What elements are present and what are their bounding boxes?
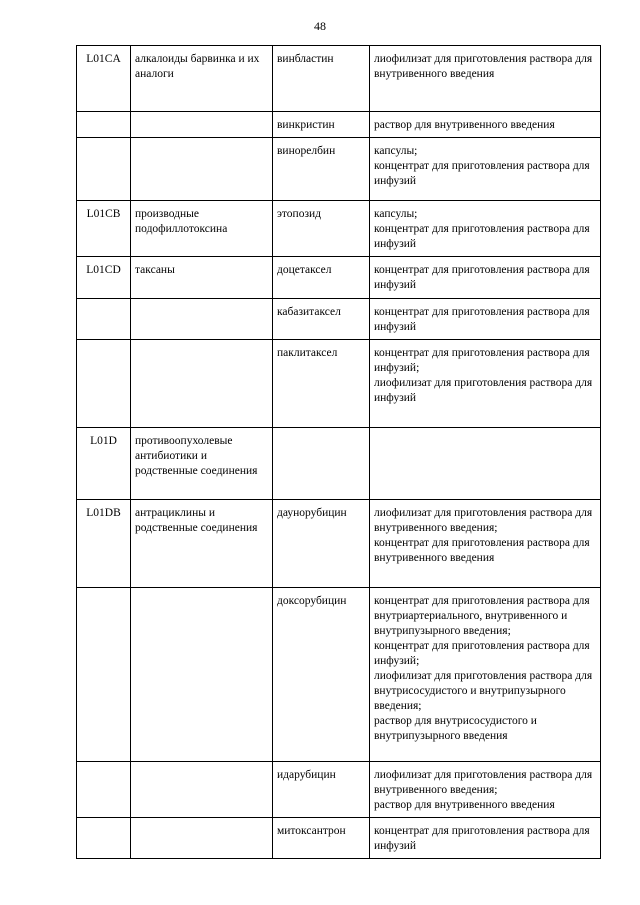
- atc-code: L01D: [77, 428, 131, 500]
- table-row: [77, 588, 601, 762]
- table-row: [77, 500, 601, 588]
- table-row: [77, 818, 601, 859]
- group-name: противоопухолевые антибиотики и родственные соединения: [131, 428, 273, 500]
- table-row: [77, 201, 601, 257]
- dosage-form: [370, 428, 601, 500]
- dosage-form: лиофилизат для приготовления раствора для внутривенного введения: [370, 46, 601, 112]
- atc-code: [77, 818, 131, 859]
- table-row: [77, 257, 601, 299]
- drug-name: этопозид: [273, 201, 370, 257]
- table-row: [77, 112, 601, 138]
- group-name: [131, 299, 273, 340]
- drug-name: даунорубицин: [273, 500, 370, 588]
- dosage-form: раствор для внутривенного введения: [370, 112, 601, 138]
- drug-name: винкристин: [273, 112, 370, 138]
- group-name: [131, 340, 273, 428]
- group-name: [131, 818, 273, 859]
- dosage-form: концентрат для приготовления раствора для инфузий: [370, 818, 601, 859]
- group-name: антрациклины и родственные соединения: [131, 500, 273, 588]
- dosage-form: лиофилизат для приготовления раствора для внутривенного введения; раствор для внутривенного введения: [370, 762, 601, 818]
- atc-code: L01CA: [77, 46, 131, 112]
- table-row: [77, 46, 601, 112]
- atc-code: L01CB: [77, 201, 131, 257]
- drug-table: [76, 45, 601, 859]
- table-row: [77, 428, 601, 500]
- dosage-form: концентрат для приготовления раствора для внутриартериального, внутривенного и внутрипузырного введения; концентрат для приготовления раствора для инфузий; лиофилизат для приготовления раствора для внутрисосудистого и внутрипузырного введения; раствор для внутрисосудистого и внутрипузырного введения: [370, 588, 601, 762]
- drug-name: доксорубицин: [273, 588, 370, 762]
- dosage-form: концентрат для приготовления раствора для инфузий: [370, 257, 601, 299]
- atc-code: [77, 762, 131, 818]
- table-row: [77, 762, 601, 818]
- dosage-form: капсулы; концентрат для приготовления раствора для инфузий: [370, 138, 601, 201]
- table-row: [77, 340, 601, 428]
- page-number: 48: [314, 19, 326, 33]
- group-name: производные подофиллотоксина: [131, 201, 273, 257]
- dosage-form: концентрат для приготовления раствора для инфузий: [370, 299, 601, 340]
- drug-name: идарубицин: [273, 762, 370, 818]
- group-name: [131, 138, 273, 201]
- atc-code: [77, 340, 131, 428]
- atc-code: [77, 112, 131, 138]
- drug-name: митоксантрон: [273, 818, 370, 859]
- atc-code: [77, 588, 131, 762]
- group-name: [131, 588, 273, 762]
- drug-name: винбластин: [273, 46, 370, 112]
- drug-name: паклитаксел: [273, 340, 370, 428]
- drug-name: доцетаксел: [273, 257, 370, 299]
- atc-code: [77, 299, 131, 340]
- table-row: [77, 299, 601, 340]
- atc-code: L01CD: [77, 257, 131, 299]
- atc-code: L01DB: [77, 500, 131, 588]
- atc-code: [77, 138, 131, 201]
- dosage-form: концентрат для приготовления раствора для инфузий; лиофилизат для приготовления раствора для инфузий: [370, 340, 601, 428]
- table-row: [77, 138, 601, 201]
- dosage-form: капсулы; концентрат для приготовления раствора для инфузий: [370, 201, 601, 257]
- group-name: [131, 762, 273, 818]
- group-name: алкалоиды барвинка и их аналоги: [131, 46, 273, 112]
- drug-name: кабазитаксел: [273, 299, 370, 340]
- dosage-form: лиофилизат для приготовления раствора для внутривенного введения; концентрат для приготовления раствора для внутривенного введения: [370, 500, 601, 588]
- group-name: таксаны: [131, 257, 273, 299]
- drug-name: винорелбин: [273, 138, 370, 201]
- drug-name: [273, 428, 370, 500]
- group-name: [131, 112, 273, 138]
